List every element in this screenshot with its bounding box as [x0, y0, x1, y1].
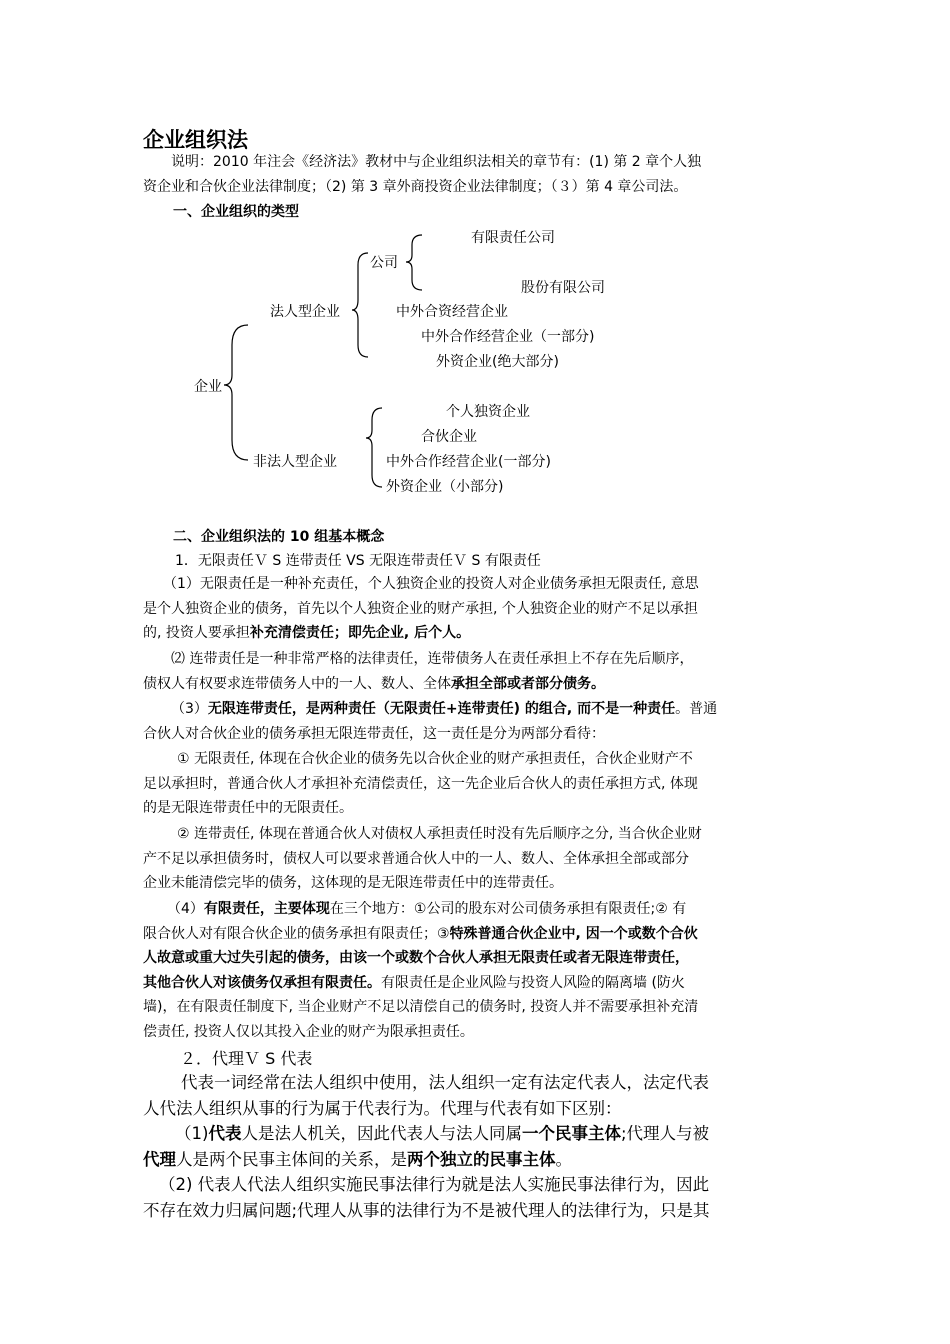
- text-line: [143, 971, 813, 996]
- bold-run: 人故意或重大过失引起的债务，由该一个或数个合伙人承担无限责任或者无限连带责任，: [143, 950, 689, 966]
- text-run: 。普通: [675, 701, 718, 717]
- tree-company: 公司: [370, 255, 398, 271]
- text-line: [143, 1121, 813, 1147]
- tree-jv-coop-2: 中外合作经营企业(一部分): [386, 454, 551, 470]
- bold-run: 一个民事主体: [521, 1124, 621, 1143]
- bracket-company: [406, 235, 422, 290]
- text-line: 产不足以承担债务时，债权人可以要求普通合伙人中的一人、数人、全体承担全部或部分: [143, 850, 689, 867]
- text-line: [143, 897, 813, 922]
- tree-llc: 有限责任公司: [471, 230, 555, 246]
- paragraph-joint-liability: [143, 647, 813, 696]
- paragraph-unlimited-joint: [143, 697, 813, 746]
- text-line: [143, 672, 813, 697]
- text-line: 足以承担时，普通合伙人才承担补充清偿责任，这一先企业后合伙人的责任承担方式, 体现: [143, 775, 698, 792]
- tree-partnership: 合伙企业: [421, 429, 477, 445]
- text-run: 人是法人机关，因此代表人与法人同属: [241, 1124, 522, 1143]
- tree-nonlegal-entity: 非法人型企业: [253, 454, 337, 470]
- paragraph-difference-2: [143, 1172, 813, 1223]
- paragraph-joint-part: [143, 822, 813, 896]
- tree-jsc: 股份有限公司: [521, 280, 605, 296]
- bracket-legal: [352, 253, 368, 357]
- tree-sole-proprietorship: 个人独资企业: [446, 404, 530, 420]
- bold-run: 有限责任，主要体现: [203, 901, 330, 917]
- text-run: ;代理人与被: [620, 1124, 709, 1143]
- tree-foreign-small: 外资企业（小部分): [386, 479, 504, 495]
- text-run: 债权人有权要求连带债务人中的一人、数人、全体: [143, 675, 451, 692]
- bold-run: 两个独立的民事主体: [407, 1149, 556, 1169]
- text-line: [143, 697, 813, 722]
- text-line: 代表一词经常在法人组织中使用，法人组织一定有法定代表人，法定代表: [181, 1073, 709, 1092]
- paragraph-representation: [143, 1070, 813, 1121]
- text-line: （1）无限责任是一种补充责任，个人独资企业的投资人对企业债务承担无限责任, 意思: [163, 576, 699, 592]
- bold-run: 特殊普通合伙企业中, 因一个或数个合伙: [449, 925, 698, 942]
- text-run: （1): [175, 1124, 209, 1143]
- bracket-nonlegal: [366, 408, 382, 487]
- paragraph-limited-liability: [143, 897, 813, 1044]
- text-run: （4）: [167, 901, 204, 917]
- text-line: 合伙人对合伙企业的债务承担无限连带责任，这一责任是分为两部分看待：: [143, 725, 605, 742]
- text-line: [143, 621, 813, 646]
- text-run: 人是两个民事主体间的关系，是: [176, 1149, 407, 1169]
- tree-root: 企业: [194, 379, 222, 395]
- text-line: [143, 946, 813, 971]
- tree-jv-equity: 中外合资经营企业: [396, 304, 508, 320]
- text-line: 是个人独资企业的债务，首先以个人独资企业的财产承担, 个人独资企业的财产不足以承担: [143, 600, 698, 617]
- bold-run: 补充清偿责任；即先企业, 后个人。: [249, 625, 471, 641]
- item-heading: ２．代理Ｖ S 代表: [180, 1049, 313, 1068]
- bold-run: 其他合伙人对该债务仅承担有限责任。: [143, 974, 381, 991]
- intro-line: 说明：2010 年注会《经济法》教材中与企业组织法相关的章节有：(1) 第 2 章个人独: [171, 154, 702, 170]
- paragraph-unlimited-part: [143, 747, 813, 821]
- tree-legal-entity: 法人型企业: [270, 304, 340, 320]
- bracket-root: [224, 325, 248, 460]
- text-run: 限合伙人对有限合伙企业的债务承担有限责任；③: [143, 925, 450, 942]
- bold-run: 承担全部或者部分债务。: [451, 675, 605, 692]
- section-heading: 一、企业组织的类型: [173, 204, 299, 220]
- page-title: 企业组织法: [143, 128, 248, 152]
- bold-run: 代表: [208, 1124, 242, 1143]
- intro-line: 资企业和合伙企业法律制度；（2) 第 3 章外商投资企业法律制度；（３）第 4 章公司法。: [143, 178, 688, 195]
- text-line: ② 连带责任, 体现在普通合伙人对债权人承担责任时没有先后顺序之分, 当合伙企业财: [177, 826, 702, 842]
- paragraph-unlimited-liability: [143, 572, 813, 646]
- item-heading: 1．无限责任Ｖ S 连带责任 VS 无限连带责任Ｖ S 有限责任: [175, 553, 541, 569]
- text-line: ⑵ 连带责任是一种非常严格的法律责任，连带债务人在责任承担上不存在先后顺序，: [171, 651, 694, 667]
- text-run: 在三个地方：①公司的股东对公司债务承担有限责任;② 有: [329, 901, 687, 917]
- text-line: [143, 922, 813, 947]
- text-line: 墙)，在有限责任制度下, 当企业财产不足以清偿自己的债务时, 投资人并不需要承担补充清: [143, 999, 699, 1015]
- text-line: 偿责任, 投资人仅以其投入企业的财产为限承担责任。: [143, 1023, 474, 1040]
- tree-foreign-most: 外资企业(绝大部分): [436, 354, 559, 370]
- text-run: （3）: [171, 701, 208, 717]
- paragraph-difference-1: [143, 1121, 813, 1172]
- bold-run: 代理: [143, 1149, 176, 1169]
- text-line: 企业未能清偿完毕的债务，这体现的是无限连带责任中的连带责任。: [143, 875, 563, 891]
- text-line: 的是无限连带责任中的无限责任。: [143, 800, 353, 816]
- text-run: 。: [555, 1149, 572, 1169]
- text-line: （2) 代表人代法人组织实施民事法律行为就是法人实施民事法律行为，因此: [159, 1175, 710, 1194]
- text-line: 不存在效力归属问题;代理人从事的法律行为不是被代理人的法律行为，只是其: [143, 1200, 710, 1220]
- bold-run: 无限连带责任，是两种责任（无限责任+连带责任) 的组合, 而不是一种责任: [207, 701, 676, 717]
- text-line: 人代法人组织从事的行为属于代表行为。代理与代表有如下区别：: [143, 1098, 622, 1118]
- section-heading: 二、企业组织法的 10 组基本概念: [173, 529, 385, 545]
- text-line: ① 无限责任, 体现在合伙企业的债务先以合伙企业的财产承担责任，合伙企业财产不: [177, 751, 693, 767]
- tree-jv-coop: 中外合作经营企业（一部分): [421, 329, 595, 345]
- text-run: 的, 投资人要承担: [143, 625, 250, 641]
- text-line: [143, 1147, 813, 1173]
- text-run: 有限责任是企业风险与投资人风险的隔离墙 (防火: [381, 974, 685, 991]
